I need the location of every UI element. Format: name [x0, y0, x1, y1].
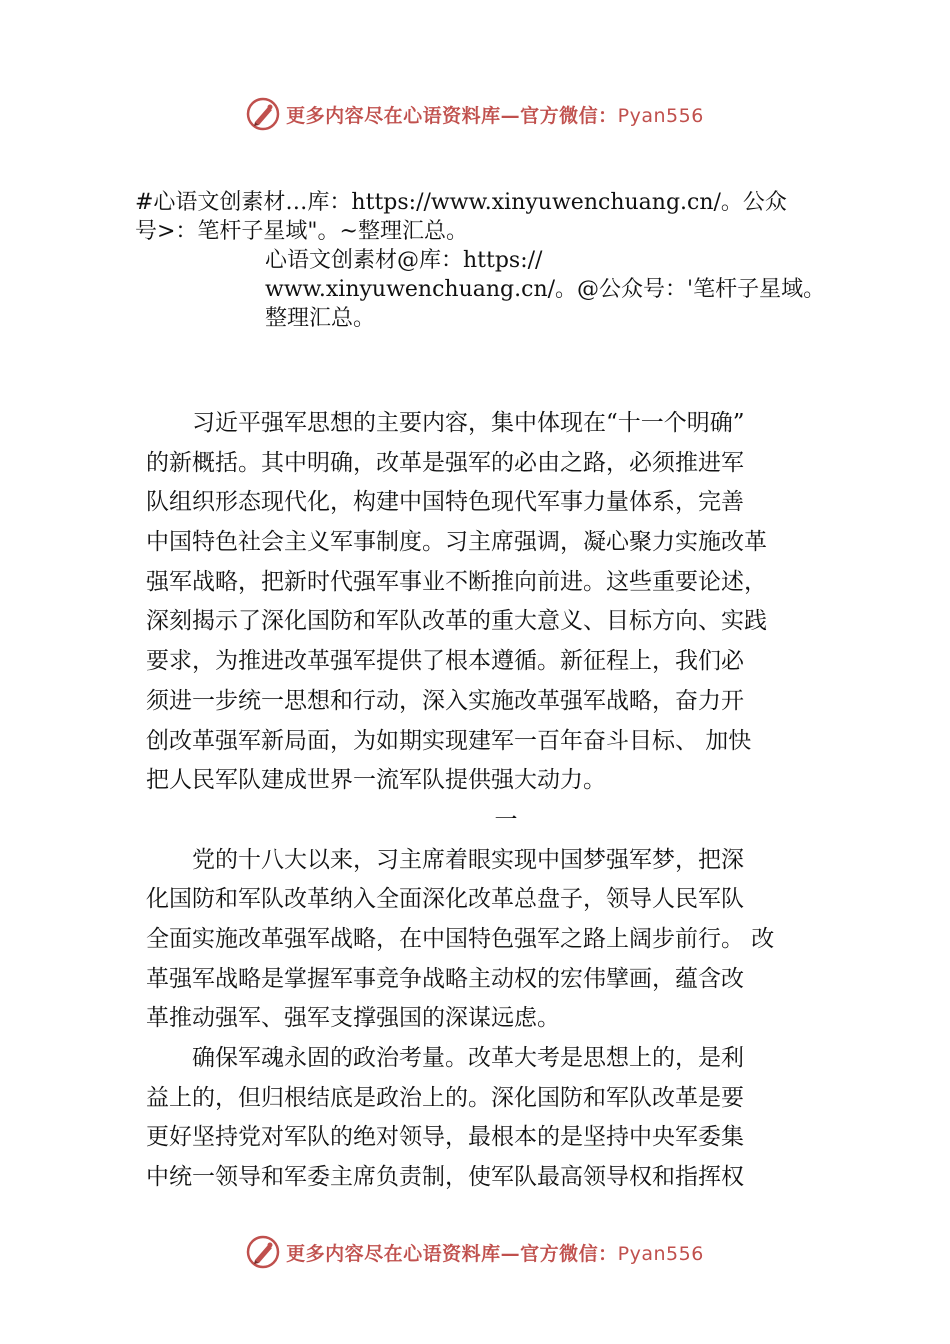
body-line: 化国防和军队改革纳入全面深化改革总盘子，领导人民军队: [146, 886, 744, 913]
header-banner: [0, 94, 950, 134]
body-line: 党的十八大以来，习主席着眼实现中国梦强军梦，把深: [146, 846, 744, 873]
body-line: 习近平强军思想的主要内容，集中体现在“十一个明确”: [146, 410, 745, 436]
source-note-line: 号>：笔杆子星域"。~整理汇总。: [135, 219, 468, 244]
pen-logo-icon: [246, 1235, 280, 1269]
banner-text: 更多内容尽在心语资料库—官方微信：Pyan556: [286, 1242, 704, 1265]
wechat-id: Pyan556: [617, 104, 704, 127]
section-number: 一: [494, 806, 518, 833]
body-line: 创改革强军新局面，为如期实现建军一百年奋斗目标、 加快: [146, 727, 752, 754]
source-note-1: [135, 188, 787, 246]
body-line: 须进一步统一思想和行动，深入实施改革强军战略，奋力开: [146, 687, 744, 714]
body-line: 革强军战略是掌握军事竞争战略主动权的宏伟擘画，蕴含改: [146, 965, 744, 992]
body-line: 全面实施改革强军战略，在中国特色强军之路上阔步前行。 改: [146, 925, 775, 952]
body-line: 革推动强军、强军支撑强国的深谋远虑。: [146, 1005, 560, 1032]
body-line: 队组织形态现代化，构建中国特色现代军事力量体系，完善: [146, 489, 744, 516]
body-line: 中国特色社会主义军事制度。习主席强调，凝心聚力实施改革: [146, 529, 767, 556]
source-note-line: 心语文创素材@库：https://: [265, 248, 543, 273]
banner-text: 更多内容尽在心语资料库—官方微信：Pyan556: [286, 104, 704, 127]
source-note-line: 整理汇总。: [265, 306, 376, 331]
body-line: 更好坚持党对军队的绝对领导，最根本的是坚持中央军委集: [146, 1124, 744, 1151]
body-line: 确保军魂永固的政治考量。改革大考是思想上的，是利: [146, 1045, 744, 1071]
body-line: 中统一领导和军委主席负责制，使军队最高领导权和指挥权: [146, 1164, 744, 1191]
source-note-2: [265, 246, 825, 333]
body-line: 强军战略，把新时代强军事业不断推向前进。这些重要论述，: [146, 568, 767, 595]
body-line: 益上的，但归根结底是政治上的。深化国防和军队改革是要: [146, 1084, 744, 1111]
body-line: 的新概括。其中明确，改革是强军的必由之路，必须推进军: [146, 449, 744, 476]
footer-banner: [0, 1232, 950, 1272]
source-note-line: www.xinyuwenchuang.cn/。@公众号：'笔杆子星域。: [265, 277, 826, 302]
body-line: 深刻揭示了深化国防和军队改革的重大意义、目标方向、实践: [146, 608, 767, 635]
pen-logo-icon: [246, 97, 280, 131]
article-body: [146, 404, 836, 1198]
body-line: 把人民军队建成世界一流军队提供强大动力。: [146, 767, 606, 794]
body-line: 要求，为推进改革强军提供了根本遵循。新征程上，我们必: [146, 648, 744, 675]
source-note-line: #心语文创素材…库：https://www.xinyuwenchuang.cn/。公众: [135, 190, 787, 215]
wechat-id: Pyan556: [617, 1242, 704, 1265]
